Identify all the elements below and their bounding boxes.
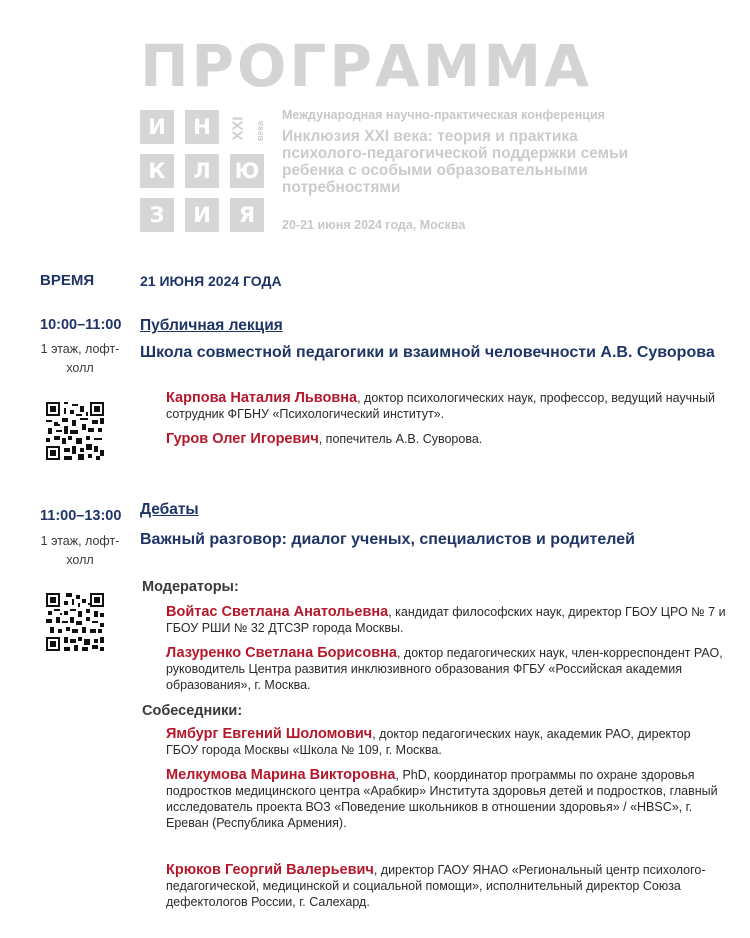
program-title: ПРОГРАММА [140, 32, 593, 100]
logo-letter: Я [230, 198, 264, 232]
session-type: Дебаты [140, 501, 199, 518]
session-title: Школа совместной педагогики и взаимной человечности А.В. Суворова [140, 344, 715, 361]
speaker-description: , доктор педагогических наук, академик РАО, директор ГБОУ города Москвы «Школа № 109, г. Москва. [166, 727, 691, 757]
conference-type: Международная научно-практическая конференция [282, 108, 605, 122]
speaker-description: , попечитель А.В. Суворова. [318, 432, 483, 446]
qr-code-icon[interactable] [46, 402, 104, 460]
logo-letter: И [140, 110, 174, 144]
qr-code-icon[interactable] [46, 593, 104, 651]
speaker-description: , директор ГАОУ ЯНАО «Региональный центр психолого-педагогической, медицинской и социальной помощи», исполнительный директор Союза дефектологов России, г. Салехард. [166, 863, 706, 909]
moderator-description: , доктор педагогических наук, член-корреспондент РАО, руководитель Центра развития инклюзивного образования ФГБУ «Российская академия образования», г. Москва. [166, 646, 723, 692]
speaker-entry [166, 431, 726, 447]
session-title: Важный разговор: диалог ученых, специалистов и родителей [140, 531, 635, 548]
conference-date: 20-21 июня 2024 года, Москва [282, 218, 466, 232]
logo-xxi: XXI [229, 116, 247, 141]
speaker-name: Гуров Олег Игоревич [166, 431, 319, 447]
speaker-name: Крюков Георгий Валерьевич [166, 862, 374, 878]
logo-letter: Л [185, 154, 219, 188]
session-time: 10:00–11:00 [40, 317, 122, 333]
logo-century-mark [229, 112, 274, 152]
moderator-description: , кандидат философских наук, директор ГБОУ ЦРО № 7 и ГБОУ РШИ № 32 ДТСЗР города Москвы. [166, 605, 726, 635]
logo-letter: Ю [230, 154, 264, 188]
speaker-entry [166, 390, 726, 422]
moderator-name: Лазуренко Светлана Борисовна [166, 645, 397, 661]
session-place: 1 этаж, лофт-холл [40, 342, 120, 375]
session-type: Публичная лекция [140, 317, 283, 334]
moderator-entry [166, 604, 726, 636]
speaker-name: Мелкумова Марина Викторовна [166, 767, 396, 783]
date-column-header: 21 ИЮНЯ 2024 ГОДА [140, 273, 282, 289]
moderators-label: Модераторы: [142, 579, 239, 595]
session-time: 11:00–13:00 [40, 508, 122, 524]
speaker-entry [166, 726, 726, 758]
speaker-description: , PhD, координатор программы по охране здоровья подростков медицинского центра «Арабкир» Института здоровья детей и подростков, главный исследователь проекта ВОЗ «Поведение школьников в отношении здоровья» / «HBSC», г. Ереван (Республика Армения). [166, 768, 718, 830]
logo-letter: Н [185, 110, 219, 144]
logo-letter: К [140, 154, 174, 188]
time-column-header: ВРЕМЯ [40, 272, 95, 289]
logo-letter: И [185, 198, 219, 232]
speaker-entry [166, 767, 726, 831]
logo-letter: З [140, 198, 174, 232]
session-place: 1 этаж, лофт-холл [40, 534, 120, 567]
speaker-description: , доктор психологических наук, профессор, ведущий научный сотрудник ФГБНУ «Психологический институт». [166, 391, 716, 421]
speaker-entry [166, 862, 726, 910]
conference-name: Инклюзия XXI века: теория и практика психолого-педагогической поддержки семьи ребенка с особыми образовательными потребностями [282, 128, 629, 196]
speaker-name: Ямбург Евгений Шоломович [166, 726, 373, 742]
moderator-entry [166, 645, 726, 693]
speaker-name: Карпова Наталия Львовна [166, 390, 358, 406]
moderator-name: Войтас Светлана Анатольевна [166, 604, 389, 620]
logo-veka: века [254, 121, 265, 141]
speakers-label: Собеседники: [142, 703, 243, 719]
